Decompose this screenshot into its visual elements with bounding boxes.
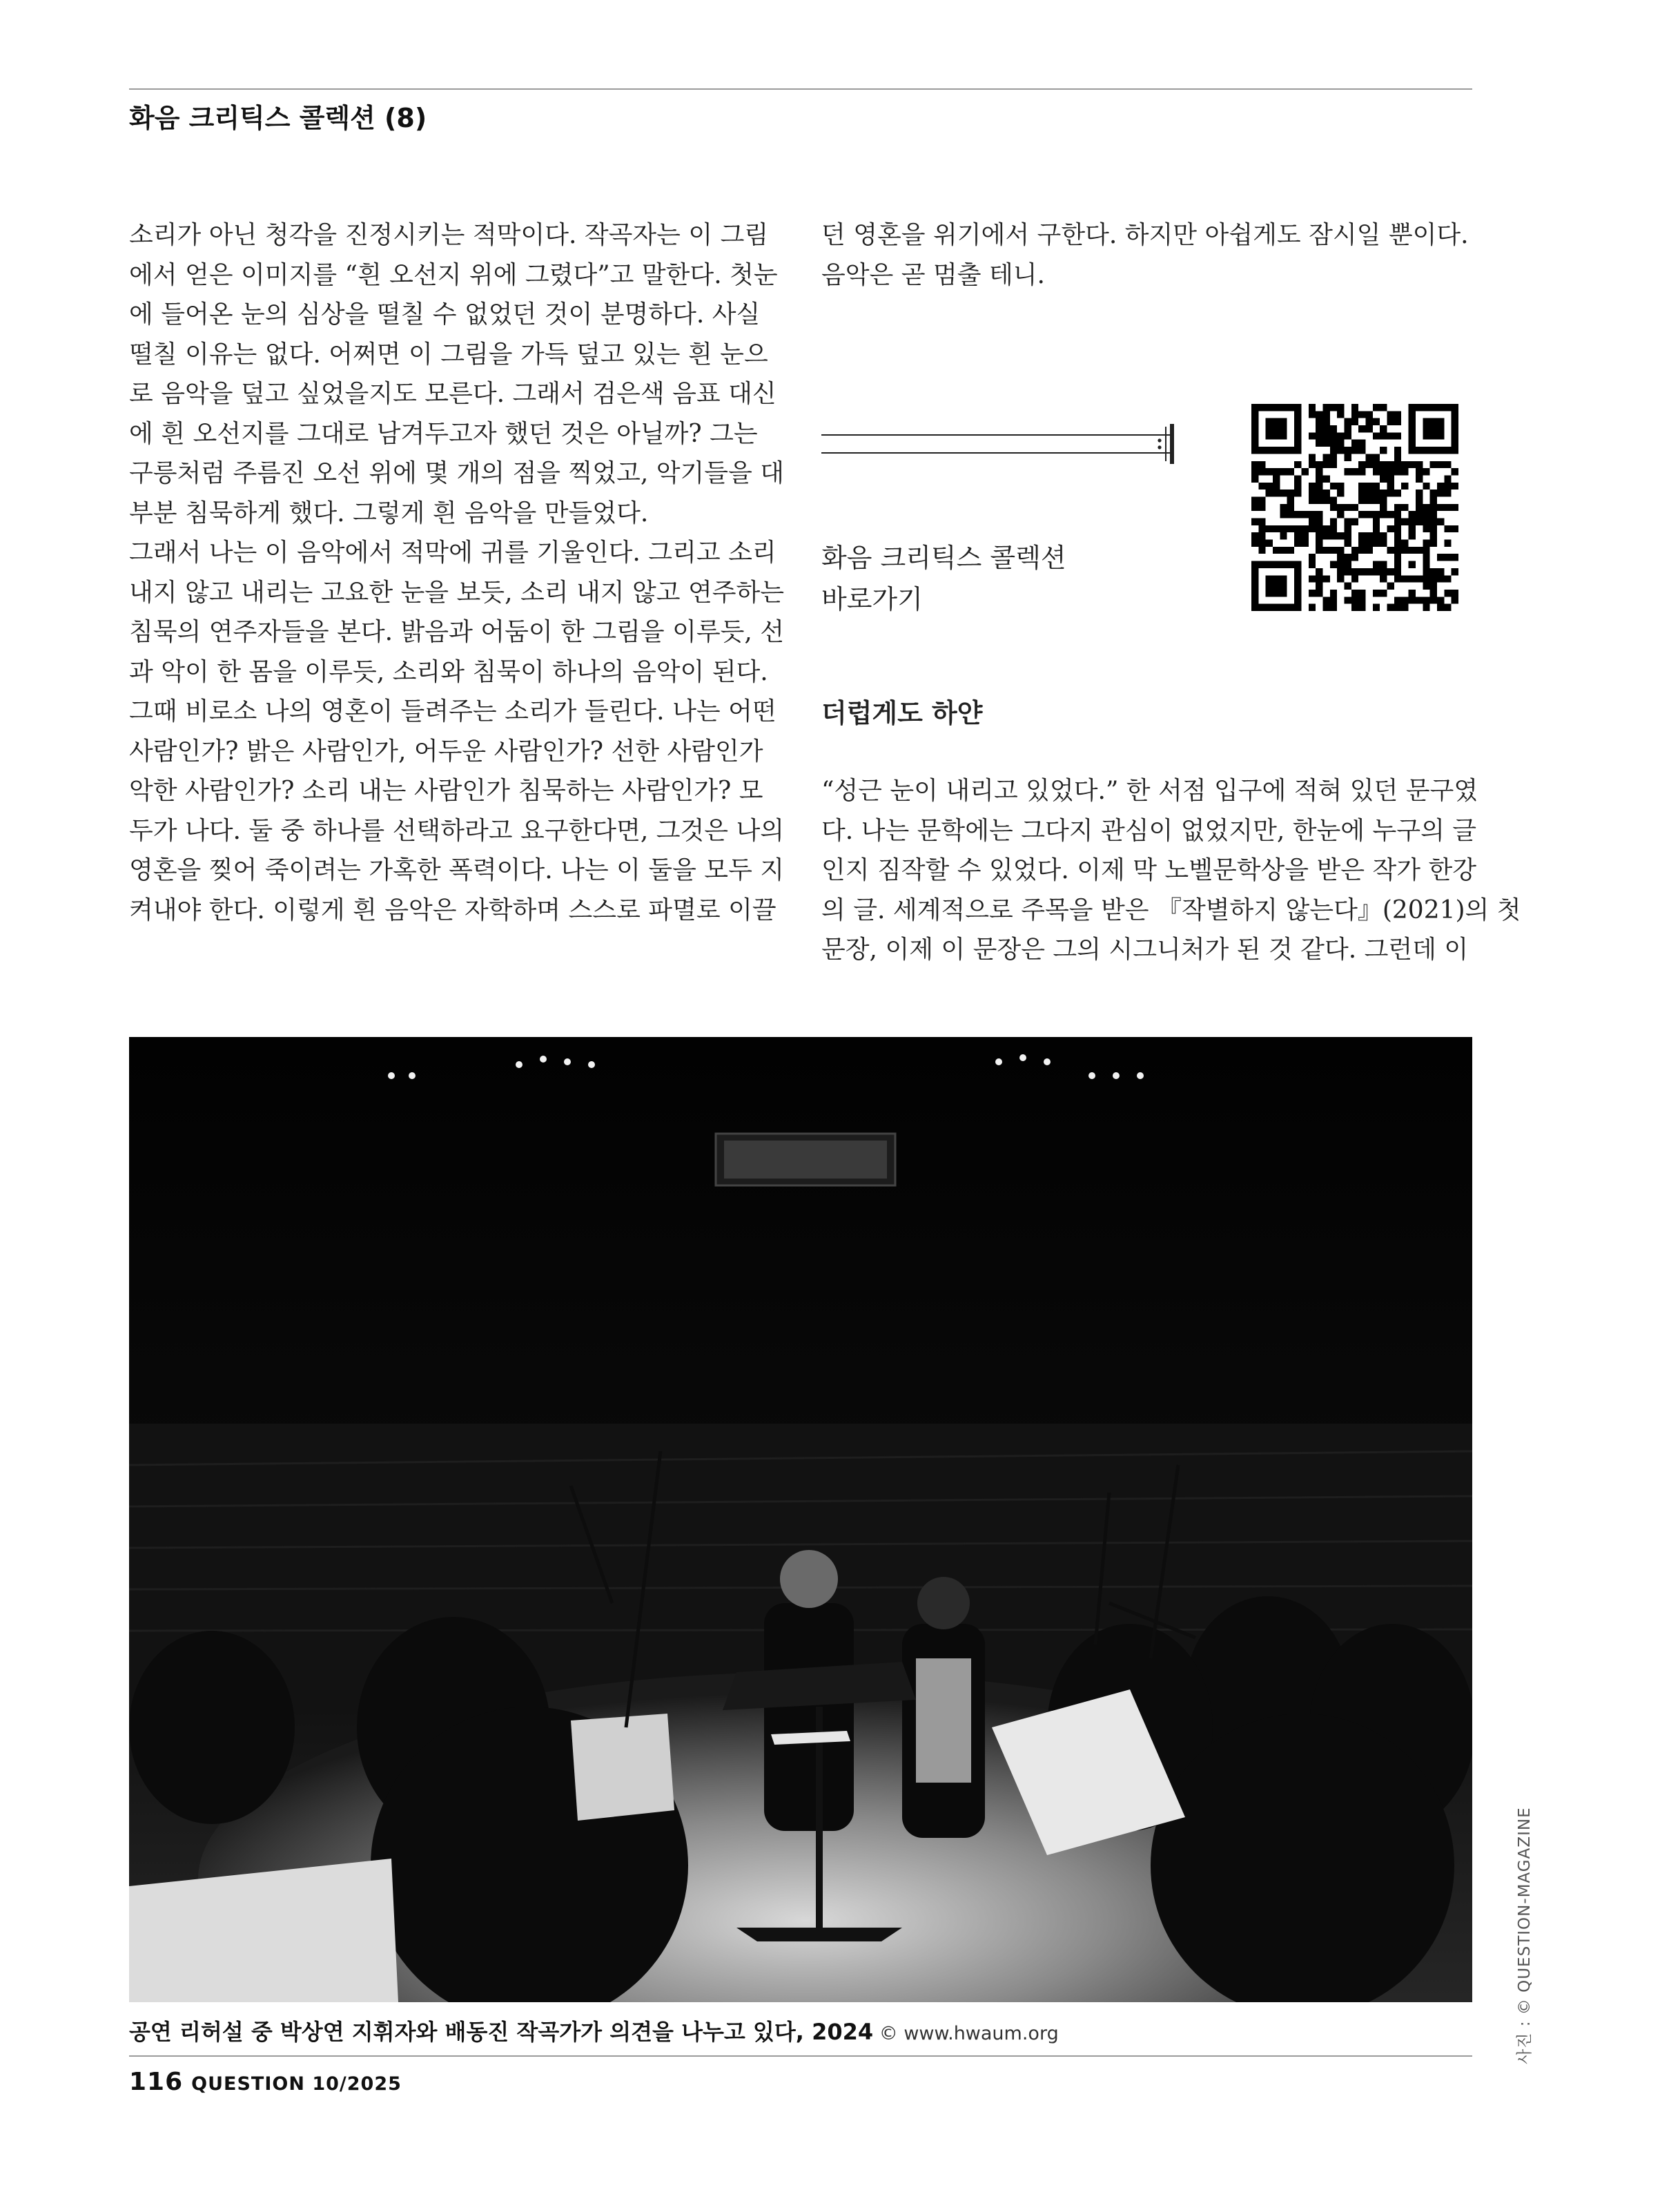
collection-link-subtitle: 바로가기 bbox=[821, 584, 923, 614]
footer-rule bbox=[129, 2055, 1472, 2057]
text-line: 에 흰 오선지를 그대로 남겨두고자 했던 것은 아닐까? 그는 bbox=[129, 419, 758, 448]
text-line: 구릉처럼 주름진 오선 위에 몇 개의 점을 찍었고, 악기들을 대 bbox=[129, 459, 785, 487]
text-line: 영혼을 찢어 죽이려는 가혹한 폭력이다. 나는 이 둘을 모두 지 bbox=[129, 856, 785, 884]
text-line: 과 악이 한 몸을 이루듯, 소리와 침묵이 하나의 음악이 된다. bbox=[129, 657, 768, 686]
magazine-issue: QUESTION 10/2025 bbox=[191, 2073, 402, 2095]
text-line: 켜내야 한다. 이렇게 흰 음악은 자학하며 스스로 파멸로 이끌 bbox=[129, 895, 776, 924]
collection-link-title: 화음 크리틱스 콜렉션 bbox=[821, 543, 1066, 573]
text-line: 그래서 나는 이 음악에서 적막에 귀를 기울인다. 그리고 소리 bbox=[129, 539, 776, 567]
text-line: 두가 나다. 둘 중 하나를 선택하라고 요구한다면, 그것은 나의 bbox=[129, 816, 785, 845]
staff-end-barline-icon bbox=[821, 420, 1187, 468]
right-text-column-bottom bbox=[821, 771, 1521, 970]
text-line: 인지 짐작할 수 있었다. 이제 막 노벨문학상을 받은 작가 한강 bbox=[821, 856, 1477, 884]
text-line: 그때 비로소 나의 영혼이 들려주는 소리가 들린다. 나는 어떤 bbox=[129, 697, 776, 726]
text-line: 부분 침묵하게 했다. 그렇게 흰 음악을 만들었다. bbox=[129, 498, 649, 527]
section-heading: 더럽게도 하얀 bbox=[821, 698, 983, 728]
text-line: 에 들어온 눈의 심상을 떨칠 수 없었던 것이 분명하다. 사실 bbox=[129, 300, 761, 329]
right-text-column-top bbox=[821, 215, 1470, 295]
text-line: 내지 않고 내리는 고요한 눈을 보듯, 소리 내지 않고 연주하는 bbox=[129, 578, 785, 607]
concert-rehearsal-photo bbox=[129, 1037, 1472, 2002]
caption-text: 공연 리허설 중 박상연 지휘자와 배동진 작곡가가 의견을 나누고 있다, 2024 bbox=[129, 2019, 874, 2045]
series-title: 화음 크리틱스 콜렉션 (8) bbox=[129, 103, 427, 133]
text-line: 악한 사람인가? 소리 내는 사람인가 침묵하는 사람인가? 모 bbox=[129, 777, 763, 805]
left-text-column bbox=[129, 215, 785, 930]
text-line: 침묵의 연주자들을 본다. 밝음과 어둠이 한 그림을 이루듯, 선 bbox=[129, 618, 785, 646]
text-line: 던 영혼을 위기에서 구한다. 하지만 아쉽게도 잠시일 뿐이다. bbox=[821, 221, 1469, 249]
qr-code[interactable] bbox=[1251, 404, 1458, 611]
text-line: 사람인가? 밝은 사람인가, 어두운 사람인가? 선한 사람인가 bbox=[129, 737, 763, 766]
header-rule bbox=[129, 88, 1472, 90]
text-line: 떨칠 이유는 없다. 어쩌면 이 그림을 가득 덮고 있는 흰 눈으 bbox=[129, 340, 768, 369]
folio bbox=[129, 2068, 402, 2096]
text-line: 음악은 곧 멈출 테니. bbox=[821, 260, 1045, 289]
text-line: 다. 나는 문학에는 그다지 관심이 없었지만, 한눈에 누구의 글 bbox=[821, 816, 1477, 845]
text-line: “성근 눈이 내리고 있었다.” 한 서점 입구에 적혀 있던 문구였 bbox=[821, 777, 1478, 805]
photo-credit: 사진 : © QUESTION-MAGAZINE bbox=[1516, 1807, 1534, 2064]
text-line: 문장, 이제 이 문장은 그의 시그니처가 된 것 같다. 그런데 이 bbox=[821, 936, 1469, 964]
page-number: 116 bbox=[129, 2068, 184, 2096]
collection-link[interactable] bbox=[821, 537, 1066, 620]
text-line: 로 음악을 덮고 싶었을지도 모른다. 그래서 검은색 음표 대신 bbox=[129, 380, 776, 408]
text-line: 소리가 아닌 청각을 진정시키는 적막이다. 작곡자는 이 그림 bbox=[129, 221, 769, 249]
text-line: 의 글. 세계적으로 주목을 받은 『작별하지 않는다』(2021)의 첫 bbox=[821, 895, 1521, 924]
photo-caption bbox=[129, 2015, 1059, 2046]
caption-credit: © www.hwaum.org bbox=[873, 2023, 1059, 2044]
text-line: 에서 얻은 이미지를 “흰 오선지 위에 그렸다”고 말한다. 첫눈 bbox=[129, 260, 778, 289]
